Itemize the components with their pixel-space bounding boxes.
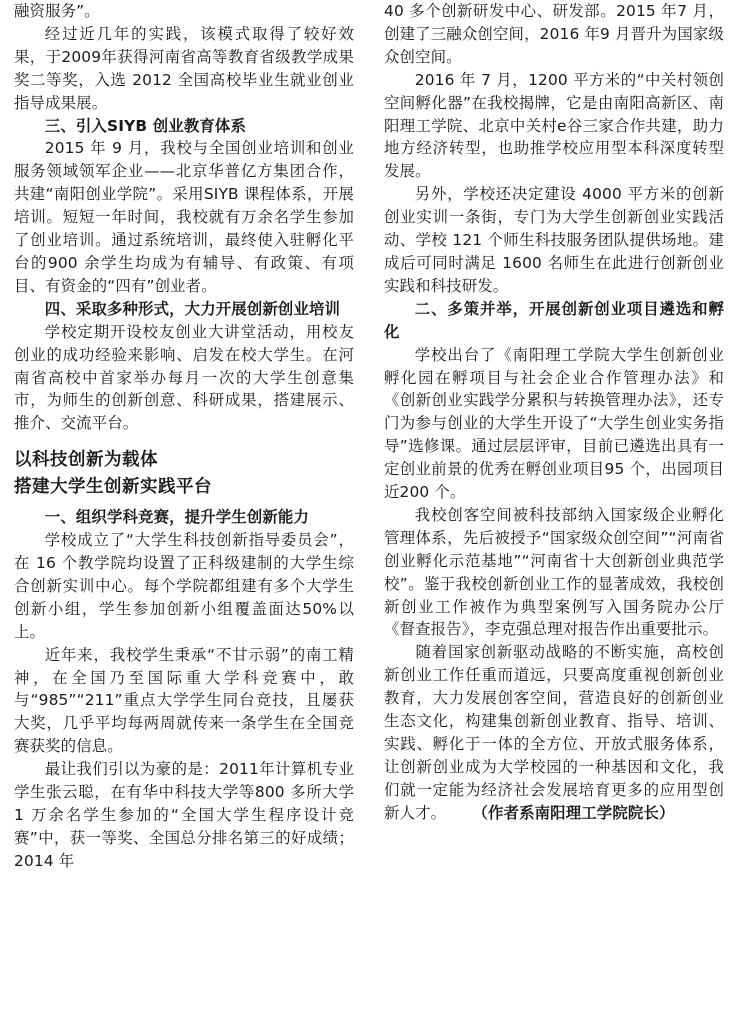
section-heading: 四、采取多种形式，大力开展创新创业培训	[44, 299, 341, 318]
paragraph: 经过近几年的实践，该模式取得了较好效果，于2009年获得河南省高等教育省级教学成果奖二等奖，入选 2012 全国高校毕业生就业创业指导成果展。	[14, 24, 354, 112]
paragraph: 2015 年 9 月，我校与全国创业培训和创业服务领域领军企业——北京华普亿方集团合作，共建“南阳创业学院”。采用SIYB 课程体系，开展培训。短短一年时间，我校就有万余名学生参加了创业培训。通过系统培训，最终使入驻孵化平台的900 余学生均成为有辅导、有政策、有项目、有资金的“四有”创业者。	[14, 139, 354, 295]
paragraph: 学校成立了“大学生科技创新指导委员会”，在 16 个教学院均设置了正科级建制的大学生综合创新实训中心。每个学院都组建有多个大学生创新小组，学生参加创新小组覆盖面达50%以上。	[14, 531, 354, 641]
section-heading: 三、引入SIYB 创业教育体系	[44, 116, 246, 135]
article-section-title-line-2: 搭建大学生创新实践平台	[14, 476, 212, 497]
section-heading: 一、组织学科竞赛，提升学生创新能力	[44, 508, 309, 527]
paragraph: 2016 年 7 月，1200 平方米的“中关村领创空间孵化器”在我校揭牌，它是由南阳高新区、南阳理工学院、北京中关村e谷三家合作共建，助力地方经济转型，也助推学校应用型本科深度转型发展。	[384, 70, 724, 181]
paragraph-text: 随着国家创新驱动战略的不断实施，高校创新创业工作任重而道远，只要高度重视创新创业教育，大力发展创客空间，营造良好的创新创业生态文化，构建集创新创业教育、指导、培训、实践、孵化于一体的全方位、开放式服务体系，让创新创业成为大学校园的一种基因和文化，我们就一定能为经济社会发展培育更多的应用型创新人才。	[384, 643, 724, 822]
paragraph: 学校定期开设校友创业大讲堂活动，用校友创业的成功经验来影响、启发在校大学生。在河南省高校中首家举办每月一次的大学生创意集市，为师生的创新创意、科研成果，搭建展示、推介、交流平台。	[14, 322, 354, 433]
author-byline: （作者系南阳理工学院院长）	[480, 803, 675, 822]
paragraph: 另外，学校还决定建设 4000 平方米的创新创业实训一条街，专门为大学生创新创业实践活动、学校 121 个师生科技服务团队提供场地。建成后可同时满足 1600 名师生在此进行创新创业实践和科技研发。	[384, 185, 724, 295]
paragraph: 学校出台了《南阳理工学院大学生创新创业孵化园在孵项目与社会企业合作管理办法》和《创新创业实践学分累积与转换管理办法》，还专门为参与创业的大学生开设了“大学生创业实务指导”选修课。通过层层评审，目前已遴选出具有一定创业前景的优秀在孵创业项目95 个，出园项目近200 个。	[384, 345, 724, 502]
paragraph: 最让我们引以为豪的是：2011年计算机专业学生张云聪，在有华中科技大学等800 多所大学1 万余名学生参加的“全国大学生程序设计竞赛”中，获一等奖、全国总分排名第三的好成绩；2014 年	[14, 760, 354, 870]
section-heading: 二、多策并举，开展创新创业项目遴选和孵化	[384, 299, 724, 341]
closing-paragraph	[384, 641, 724, 824]
paragraph: 我校创客空间被科技部纳入国家级企业孵化管理体系，先后被授予“国家级众创空间”“河南省创业孵化示范基地”“河南省十大创新创业典范学校”。鉴于我校创新创业工作的显著成效，我校创新创业工作被作为典型案例写入国务院办公厅《督查报告》，李克强总理对报告作出重要批示。	[384, 505, 724, 639]
article-section-title-line-1: 以科技创新为载体	[14, 450, 158, 471]
paragraph: 近年来，我校学生秉承“不甘示弱”的南工精神，在全国乃至国际重大学科竞赛中，敢与“985”“211”重点大学学生同台竞技，且屡获大奖，几乎平均每两周就传来一条学生在全国竞赛获奖的信息。	[14, 645, 354, 756]
left-column	[14, 0, 354, 873]
paragraph: 融资服务”。	[14, 2, 100, 20]
right-column	[384, 0, 724, 825]
paragraph: 40 多个创新研发中心、研发部。2015 年7 月，创建了三融众创空间，2016 年9 月晋升为国家级众创空间。	[384, 2, 724, 66]
